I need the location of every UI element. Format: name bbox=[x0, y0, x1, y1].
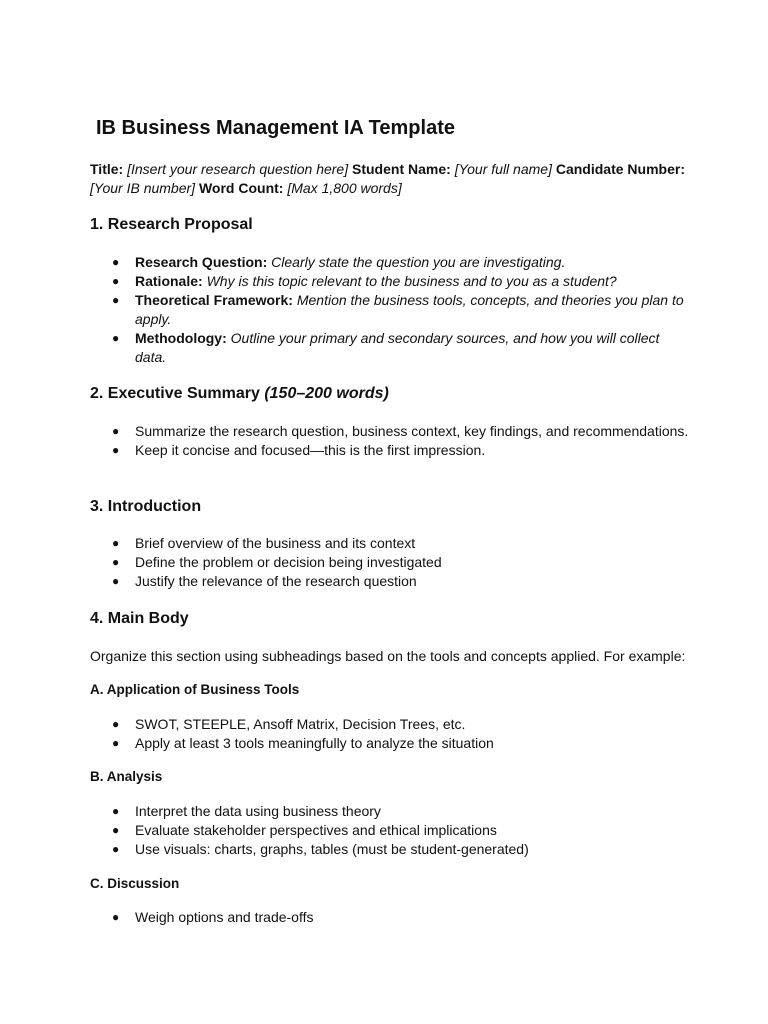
bullet-icon: ● bbox=[112, 293, 120, 307]
list-item bbox=[90, 253, 690, 272]
item-text: Evaluate stakeholder perspectives and ethical implications bbox=[135, 822, 497, 838]
list-item bbox=[90, 441, 690, 460]
item-text: Justify the relevance of the research question bbox=[135, 573, 417, 589]
list-item bbox=[90, 821, 690, 840]
bullet-icon: ● bbox=[112, 555, 120, 569]
item-text: Weigh options and trade-offs bbox=[135, 909, 314, 925]
list-item bbox=[90, 802, 690, 821]
candidate-label: Candidate Number: bbox=[555, 161, 685, 177]
section-heading-introduction: 3. Introduction bbox=[90, 498, 202, 515]
list-item bbox=[90, 553, 690, 572]
item-text: Clearly state the question you are investigating. bbox=[271, 254, 566, 270]
list-item bbox=[90, 291, 690, 329]
wordcount-value: [Max 1,800 words] bbox=[287, 180, 402, 196]
analysis-list bbox=[90, 802, 690, 859]
discussion-list bbox=[90, 908, 690, 927]
list-item bbox=[90, 534, 690, 553]
bullet-icon: ● bbox=[112, 331, 120, 345]
subheading-discussion: C. Discussion bbox=[90, 876, 180, 891]
candidate-value: [Your IB number] bbox=[90, 180, 196, 196]
item-text: Interpret the data using business theory bbox=[135, 803, 381, 819]
bullet-icon: ● bbox=[112, 424, 120, 438]
list-item bbox=[90, 572, 690, 591]
item-label: Methodology: bbox=[135, 330, 227, 346]
bullet-icon: ● bbox=[112, 736, 120, 750]
list-item bbox=[90, 908, 690, 927]
bullet-icon: ● bbox=[112, 574, 120, 588]
bullet-icon: ● bbox=[112, 443, 120, 457]
section-heading-research-proposal: 1. Research Proposal bbox=[90, 216, 253, 233]
section-heading-executive-summary bbox=[90, 385, 389, 403]
item-label: Theoretical Framework: bbox=[135, 292, 293, 308]
section-heading-main-body: 4. Main Body bbox=[90, 610, 189, 627]
item-text: Why is this topic relevant to the business and to you as a student? bbox=[206, 273, 617, 289]
item-text: Define the problem or decision being investigated bbox=[135, 554, 442, 570]
introduction-list bbox=[90, 534, 690, 591]
list-item bbox=[90, 422, 690, 441]
item-text: Brief overview of the business and its context bbox=[135, 535, 416, 551]
item-text: Keep it concise and focused—this is the first impression. bbox=[135, 442, 486, 458]
item-text: SWOT, STEEPLE, Ansoff Matrix, Decision Trees, etc. bbox=[135, 716, 466, 732]
student-value: [Your full name] bbox=[454, 161, 552, 177]
bullet-icon: ● bbox=[112, 823, 120, 837]
bullet-icon: ● bbox=[112, 255, 120, 269]
list-item bbox=[90, 272, 690, 291]
word-range-note: (150–200 words) bbox=[264, 385, 389, 402]
executive-summary-list bbox=[90, 422, 690, 460]
list-item bbox=[90, 329, 690, 367]
item-text: Summarize the research question, business context, key findings, and recommendations. bbox=[135, 423, 689, 439]
bullet-icon: ● bbox=[112, 717, 120, 731]
business-tools-list bbox=[90, 715, 690, 753]
item-label: Rationale: bbox=[135, 273, 203, 289]
subheading-application-of-business-tools: A. Application of Business Tools bbox=[90, 682, 300, 697]
wordcount-label: Word Count: bbox=[198, 180, 284, 196]
title-value: [Insert your research question here] bbox=[127, 161, 349, 177]
subheading-analysis: B. Analysis bbox=[90, 769, 163, 784]
item-text: Outline your primary and secondary sources, and how you will collect data. bbox=[135, 330, 660, 365]
main-body-intro: Organize this section using subheadings based on the tools and concepts applied. For example: bbox=[90, 648, 686, 664]
bullet-icon: ● bbox=[112, 274, 120, 288]
list-item bbox=[90, 734, 690, 753]
heading-text: 2. Executive Summary bbox=[90, 385, 260, 402]
bullet-icon: ● bbox=[112, 842, 120, 856]
item-label: Research Question: bbox=[135, 254, 268, 270]
bullet-icon: ● bbox=[112, 804, 120, 818]
document-title: IB Business Management IA Template bbox=[96, 117, 455, 139]
list-item bbox=[90, 715, 690, 734]
document-meta bbox=[90, 160, 690, 198]
bullet-icon: ● bbox=[112, 910, 120, 924]
item-text: Use visuals: charts, graphs, tables (must be student-generated) bbox=[135, 841, 529, 857]
item-text: Mention the business tools, concepts, and theories you plan to apply. bbox=[135, 292, 684, 327]
bullet-icon: ● bbox=[112, 536, 120, 550]
list-item bbox=[90, 840, 690, 859]
student-label: Student Name: bbox=[352, 161, 451, 177]
item-text: Apply at least 3 tools meaningfully to analyze the situation bbox=[135, 735, 494, 751]
title-label: Title: bbox=[90, 161, 124, 177]
research-proposal-list bbox=[90, 253, 690, 367]
